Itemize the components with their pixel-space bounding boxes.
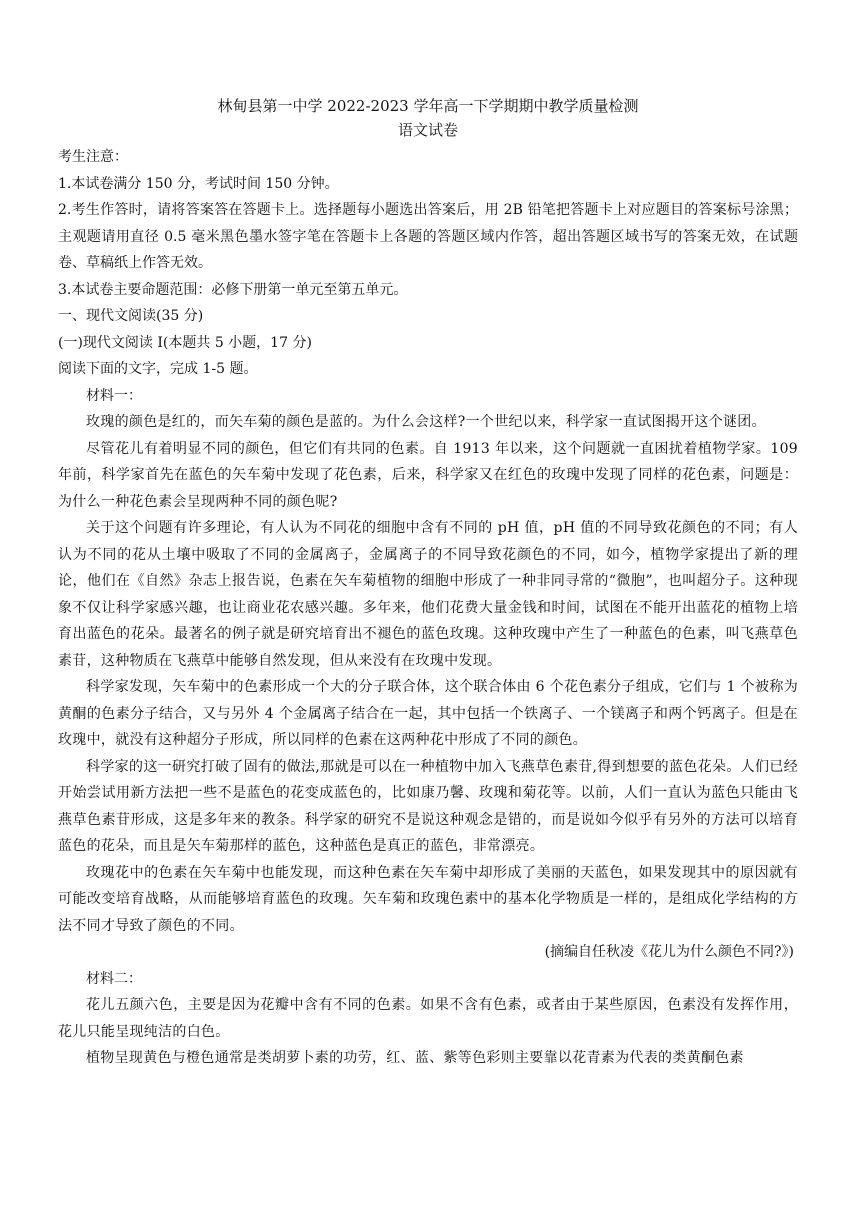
material-2-label: 材料二：	[86, 970, 142, 987]
material-1-paragraph: 科学家发现，矢车菊中的色素形成一个大的分子联合体，这个联合体由 6 个花色素分子组成，它们与 1 个被称为黄酮的色素分子结合，又与另外 4 个金属离子结合在一起，其中包括一个铁离子、一个镁离子和两个钙离子。但是在玫瑰中，就没有这种超分子形成，所以同样的色素在这两种花中形成了不同的颜色。	[58, 679, 798, 748]
notice-item-3: 3.本试卷主要命题范围：必修下册第一单元至第五单元。	[58, 281, 408, 298]
material-1-paragraph: 玫瑰的颜色是红的，而矢车菊的颜色是蓝的。为什么会这样?一个世纪以来，科学家一直试图揭开这个谜团。	[86, 414, 766, 430]
exam-page	[58, 94, 798, 1072]
notice-item-1: 1.本试卷满分 150 分，考试时间 150 分钟。	[58, 175, 339, 192]
exam-subtitle: 语文试卷	[397, 121, 458, 139]
material-1-source: (摘编自任秋凌《花儿为什么颜色不同?》)	[544, 944, 794, 960]
material-1-paragraph: 尽管花儿有着明显不同的颜色，但它们有共同的色素。自 1913 年以来，这个问题就一直困扰着植物学家。109 年前，科学家首先在蓝色的矢车菊中发现了花色素，后来，科学家又在红色的玫瑰中发现了同样的花色素，问题是：为什么一种花色素会呈现两种不同的颜色呢?	[58, 440, 798, 510]
material-1-paragraph: 玫瑰花中的色素在矢车菊中也能发现，而这种色素在矢车菊中却形成了美丽的天蓝色，如果发现其中的原因就有可能改变培育战略，从而能够培育蓝色的玫瑰。矢车菊和玫瑰色素中的基本化学物质是一样的，是组成化学结构的方法不同才导致了颜色的不同。	[58, 864, 798, 934]
material-2-paragraph: 植物呈现黄色与橙色通常是类胡萝卜素的功劳，红、蓝、紫等色彩则主要靠以花青素为代表的类黄酮色素	[86, 1050, 744, 1066]
notice-item-2: 2.考生作答时，请将答案答在答题卡上。选择题每小题选出答案后，用 2B 铅笔把答题卡上对应题目的答案标号涂黑；主观题请用直径 0.5 毫米黑色墨水签字笔在答题卡上各题的答题区域内作答，超出答题区域书写的答案无效，在试题卷、草稿纸上作答无效。	[58, 202, 798, 271]
material-1-paragraph: 关于这个问题有许多理论，有人认为不同花的细胞中含有不同的 pH 值，pH 值的不同导致花颜色的不同；有人认为不同的花从土壤中吸取了不同的金属离子，金属离子的不同导致花颜色的不同，如今，植物学家提出了新的理论，他们在《自然》杂志上报告说，色素在矢车菊植物的细胞中形成了一种非同寻常的“微胞”，也叫超分子。这种现象不仅让科学家感兴趣，也让商业花农感兴趣。多年来，他们花费大量金钱和时间，试图在不能开出蓝花的植物上培育出蓝色的花朵。最著名的例子就是研究培育出不褪色的蓝色玫瑰。这种玫瑰中产生了一种蓝色的色素，叫飞燕草色素苷，这种物质在飞燕草中能够自然发现，但从来没有在玫瑰中发现。	[58, 520, 798, 669]
exam-title: 林甸县第一中学 2022-2023 学年高一下学期期中教学质量检测	[217, 97, 639, 115]
material-2-paragraph: 花儿五颜六色，主要是因为花瓣中含有不同的色素。如果不含有色素，或者由于某些原因，色素没有发挥作用，花儿只能呈现纯洁的白色。	[58, 997, 798, 1040]
section-instruction: 阅读下面的文字，完成 1-5 题。	[58, 361, 258, 377]
material-1-label: 材料一：	[86, 387, 142, 404]
notice-heading: 考生注意：	[58, 149, 128, 165]
section-heading: 一、现代文阅读(35 分)	[58, 308, 204, 324]
material-1-paragraph: 科学家的这一研究打破了固有的做法,那就是可以在一种植物中加入飞燕草色素苷,得到想要的蓝色花朵。人们已经开始尝试用新方法把一些不是蓝色的花变成蓝色的，比如康乃馨、玫瑰和菊花等。以前，人们一直认为蓝色只能由飞燕草色素苷形成，这是多年来的教条。科学家的研究不是说这种观念是错的，而是说如今似乎有另外的方法可以培育蓝色的花朵，而且是矢车菊那样的蓝色，这种蓝色是真正的蓝色，非常漂亮。	[58, 758, 798, 854]
section-subheading: (一)现代文阅读 I(本题共 5 小题，17 分)	[58, 334, 312, 351]
